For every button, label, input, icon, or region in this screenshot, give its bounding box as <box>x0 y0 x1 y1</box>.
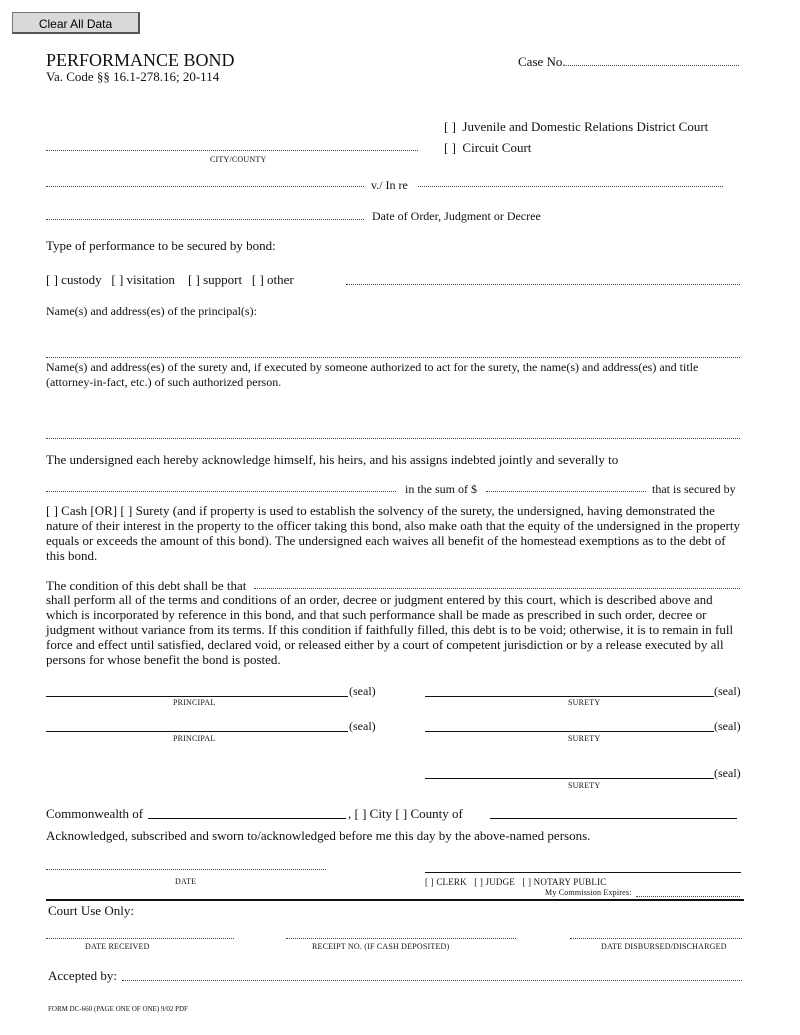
county-label: County of <box>410 806 463 821</box>
judge-label: JUDGE <box>485 877 515 887</box>
cash-checkbox[interactable]: [ ] <box>46 503 58 518</box>
principal-signature-line-2[interactable] <box>46 731 348 732</box>
security-paragraph <box>46 503 746 563</box>
jdr-label: Juvenile and Domestic Relations District Court <box>462 119 709 134</box>
surety-signature-line-2[interactable] <box>425 731 714 732</box>
accepted-by-label: Accepted by: <box>48 968 117 983</box>
other-checkbox[interactable]: [ ] <box>251 272 264 287</box>
surety-label-3: SURETY <box>568 781 601 790</box>
condition-label: The condition of this debt shall be that <box>46 578 247 593</box>
court-option-circuit[interactable] <box>444 140 531 156</box>
circuit-checkbox[interactable]: [ ] <box>444 140 456 155</box>
clerk-checkbox[interactable]: [ ] <box>425 877 434 887</box>
condition-field[interactable] <box>254 588 740 589</box>
surety-checkbox[interactable]: [ ] <box>120 503 133 518</box>
surety-address-label: Name(s) and address(es) of the surety and, if executed by someone authorized to act for the surety, the name(s) and address(es) and title (attorney-in-fact, etc.) of such authorized person. <box>46 360 699 389</box>
commission-label: My Commission Expires: <box>545 888 632 897</box>
date-disbursed-field[interactable] <box>570 938 742 939</box>
commonwealth-label: Commonwealth of <box>46 806 144 821</box>
notary-label: NOTARY PUBLIC <box>533 877 607 887</box>
commonwealth-options <box>348 806 463 822</box>
surety-signature-line-1[interactable] <box>425 696 714 697</box>
support-label: support <box>203 272 243 287</box>
date-of-order-label: Date of Order, Judgment or Decree <box>372 209 541 223</box>
visitation-checkbox[interactable]: [ ] <box>111 272 124 287</box>
visitation-label: visitation <box>126 272 175 287</box>
secured-by-label: that is secured by <box>652 482 736 496</box>
acknowledged-text: Acknowledged, subscribed and sworn to/acknowledged before me this day by the above-named persons. <box>46 828 591 843</box>
city-county-field[interactable] <box>46 150 418 151</box>
surety-label-2: SURETY <box>568 734 601 743</box>
support-checkbox[interactable]: [ ] <box>187 272 200 287</box>
city-label: City <box>369 806 393 821</box>
notary-checkbox[interactable]: [ ] <box>522 877 532 887</box>
county-checkbox[interactable]: [ ] <box>395 806 408 821</box>
other-label: other <box>267 272 294 287</box>
jdr-checkbox[interactable]: [ ] <box>444 119 456 134</box>
case-no-label: Case No. <box>518 54 566 69</box>
date-of-order-field[interactable] <box>46 219 364 220</box>
officer-signature-line[interactable] <box>425 872 741 873</box>
party1-field[interactable] <box>46 186 364 187</box>
receipt-no-field[interactable] <box>286 938 516 939</box>
county-field[interactable] <box>490 818 737 819</box>
surety-signature-line-3[interactable] <box>425 778 714 779</box>
surety-seal-1: (seal) <box>714 684 741 698</box>
circuit-label: Circuit Court <box>462 140 532 155</box>
v-in-re-label: v./ In re <box>371 178 408 192</box>
clerk-label: CLERK <box>436 877 467 887</box>
surety-text: Surety (and if property is used to establish the solvency of the surety, the undersigned, having demonstrated the nature of their interest in the property to the officer taking this bond, also make oath that the equity of the undersigned in the property equals or exceeds the amount of this bond). The undersigned each waives all benefit of the homestead exemptions as to the debt of this bond. <box>46 503 740 563</box>
date-received-field[interactable] <box>46 938 234 939</box>
city-checkbox[interactable]: [ ] <box>354 806 367 821</box>
officer-title-options <box>425 877 606 887</box>
ack-date-label: DATE <box>175 877 197 886</box>
sum-label: in the sum of $ <box>405 482 477 496</box>
surety-address-field[interactable] <box>46 438 740 439</box>
commonwealth-field[interactable] <box>148 818 346 819</box>
obligee-field[interactable] <box>46 491 396 492</box>
principal-label-2: PRINCIPAL <box>173 734 216 743</box>
city-county-label: CITY/COUNTY <box>210 155 267 164</box>
performance-type-label: Type of performance to be secured by bond: <box>46 238 276 253</box>
court-use-label: Court Use Only: <box>48 903 134 918</box>
cash-label: Cash [OR] <box>61 503 118 518</box>
clear-all-data-button[interactable]: Clear All Data <box>12 12 140 34</box>
custody-checkbox[interactable]: [ ] <box>46 272 58 287</box>
performance-options <box>46 272 294 288</box>
principal-label-1: PRINCIPAL <box>173 698 216 707</box>
surety-seal-3: (seal) <box>714 766 741 780</box>
accepted-by-field[interactable] <box>122 980 742 981</box>
case-no-field[interactable] <box>564 65 739 66</box>
code-citation: Va. Code §§ 16.1-278.16; 20-114 <box>46 69 220 84</box>
principal-signature-line-1[interactable] <box>46 696 348 697</box>
principal-seal-2: (seal) <box>349 719 376 733</box>
form-footer: FORM DC-660 (PAGE ONE OF ONE) 9/02 PDF <box>48 1005 188 1013</box>
surety-seal-2: (seal) <box>714 719 741 733</box>
sum-field[interactable] <box>486 491 646 492</box>
principal-seal-1: (seal) <box>349 684 376 698</box>
date-received-label: DATE RECEIVED <box>85 942 150 951</box>
judge-checkbox[interactable]: [ ] <box>474 877 484 887</box>
receipt-no-label: RECEIPT NO. (IF CASH DEPOSITED) <box>312 942 450 951</box>
principal-address-field[interactable] <box>46 357 740 358</box>
acknowledge-intro: The undersigned each hereby acknowledge himself, his heirs, and his assigns indebted jointly and severally to <box>46 452 619 467</box>
court-use-divider <box>46 899 744 901</box>
custody-label: custody <box>61 272 102 287</box>
commonwealth-comma: , <box>348 806 352 821</box>
surety-label-1: SURETY <box>568 698 601 707</box>
date-disbursed-label: DATE DISBURSED/DISCHARGED <box>601 942 727 951</box>
other-field[interactable] <box>346 284 740 285</box>
court-option-jdr[interactable] <box>444 119 708 135</box>
principal-address-label: Name(s) and address(es) of the principal(s): <box>46 304 257 318</box>
condition-text: shall perform all of the terms and conditions of an order, decree or judgment entered by this court, which is described above and which is incorporated by reference in this bond, and that such performance shall be made as prescribed in such order, decree or judgment without variance from its terms. If this condition if faithfully filled, this debt is to be void; otherwise, it is to remain in full force and effect until satisfied, declared void, or released either by a court of competent jurisdiction or by a release executed by all persons for whose benefit the bond is posted. <box>46 592 734 667</box>
form-title: PERFORMANCE BOND <box>46 50 235 70</box>
party2-field[interactable] <box>418 186 723 187</box>
commission-field[interactable] <box>636 896 740 897</box>
ack-date-field[interactable] <box>46 869 326 870</box>
